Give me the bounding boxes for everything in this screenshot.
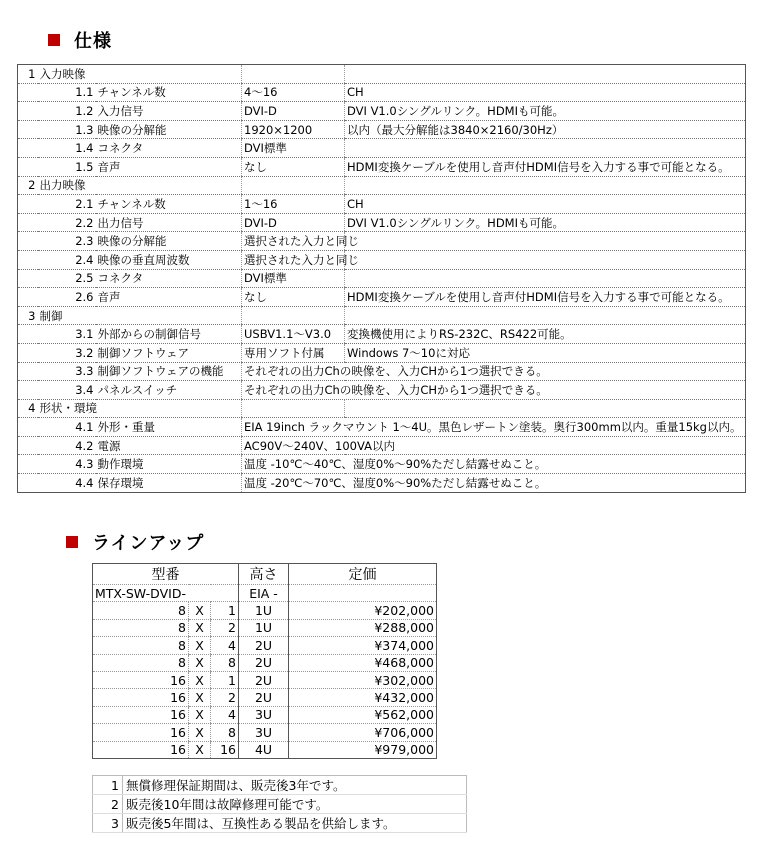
spec-item-row xyxy=(18,381,746,400)
item-note: 変換機使用によりRS-232C、RS422可能。 xyxy=(345,325,746,344)
spec-item-row xyxy=(18,474,746,493)
spec-item-row xyxy=(18,139,746,158)
item-name: 動作環境 xyxy=(96,455,242,474)
spec-heading-text: 仕様 xyxy=(74,31,112,52)
item-value: 選択された入力と同じ xyxy=(242,250,345,269)
item-note xyxy=(345,250,746,269)
item-value: 選択された入力と同じ xyxy=(242,232,345,251)
item-value: DVI標準 xyxy=(242,139,345,158)
rack-height: 1U xyxy=(239,619,289,636)
item-number: 4.3 xyxy=(38,455,96,474)
spec-section-row xyxy=(18,176,746,195)
spec-item-row xyxy=(18,455,746,474)
rack-height: 1U xyxy=(239,602,289,619)
spec-item-row xyxy=(18,83,746,102)
lineup-row xyxy=(93,654,437,671)
item-name: パネルスイッチ xyxy=(96,381,242,400)
height-prefix: EIA - xyxy=(239,585,289,602)
item-value: EIA 19inch ラックマウント 1～4U。黒色レザートン塗装。奥行300mm以内。重量15kg以内。 xyxy=(242,418,746,437)
note-text: 無償修理保証期間は、販売後3年です。 xyxy=(123,776,467,795)
indent-cell xyxy=(18,195,38,214)
item-number: 2.2 xyxy=(38,213,96,232)
red-square-icon xyxy=(66,536,78,548)
list-price: ¥302,000 xyxy=(289,671,437,688)
lineup-row xyxy=(93,619,437,636)
item-value: 温度 -20℃～70℃、湿度0%～90%ただし結露せぬこと。 xyxy=(242,474,746,493)
item-note: CH xyxy=(345,195,746,214)
spec-item-row xyxy=(18,288,746,307)
rack-height: 2U xyxy=(239,689,289,706)
input-count: 8 xyxy=(93,637,189,654)
item-name: コネクタ xyxy=(96,269,242,288)
item-name: 外形・重量 xyxy=(96,418,242,437)
list-price: ¥468,000 xyxy=(289,654,437,671)
item-name: チャンネル数 xyxy=(96,83,242,102)
spec-section-row xyxy=(18,399,746,418)
red-square-icon xyxy=(48,34,60,46)
section-title: 入力映像 xyxy=(38,65,242,84)
spec-table xyxy=(17,64,746,493)
indent-cell xyxy=(18,288,38,307)
output-count: 1 xyxy=(211,671,239,688)
indent-cell xyxy=(18,418,38,437)
section-blank xyxy=(242,65,345,84)
item-name: コネクタ xyxy=(96,139,242,158)
lineup-row xyxy=(93,706,437,723)
section-number: 2 xyxy=(18,176,38,195)
item-number: 1.1 xyxy=(38,83,96,102)
indent-cell xyxy=(18,325,38,344)
indent-cell xyxy=(18,102,38,121)
notes-table xyxy=(92,775,467,833)
indent-cell xyxy=(18,455,38,474)
item-value: DVI標準 xyxy=(242,269,345,288)
spec-item-row xyxy=(18,232,746,251)
times-mark: X xyxy=(189,741,211,758)
price-blank xyxy=(289,585,437,602)
item-name: 外部からの制御信号 xyxy=(96,325,242,344)
lineup-row xyxy=(93,637,437,654)
item-number: 2.4 xyxy=(38,250,96,269)
list-price: ¥288,000 xyxy=(289,619,437,636)
output-count: 2 xyxy=(211,689,239,706)
item-name: 入力信号 xyxy=(96,102,242,121)
lineup-prefix-row xyxy=(93,585,437,602)
section-number: 3 xyxy=(18,306,38,325)
spec-item-row xyxy=(18,195,746,214)
indent-cell xyxy=(18,436,38,455)
lineup-heading-text: ラインアップ xyxy=(92,533,205,554)
spec-item-row xyxy=(18,325,746,344)
item-number: 4.1 xyxy=(38,418,96,437)
lineup-row xyxy=(93,602,437,619)
indent-cell xyxy=(18,232,38,251)
item-note: HDMI変換ケーブルを使用し音声付HDMI信号を入力する事で可能となる。 xyxy=(345,157,746,176)
item-value: USBV1.1～V3.0 xyxy=(242,325,345,344)
list-price: ¥979,000 xyxy=(289,741,437,758)
note-row xyxy=(93,795,467,814)
item-name: 映像の垂直周波数 xyxy=(96,250,242,269)
item-name: 映像の分解能 xyxy=(96,232,242,251)
list-price: ¥374,000 xyxy=(289,637,437,654)
input-count: 16 xyxy=(93,724,189,741)
section-blank xyxy=(345,65,746,84)
lineup-table xyxy=(92,563,437,759)
item-number: 3.2 xyxy=(38,343,96,362)
item-name: 出力信号 xyxy=(96,213,242,232)
output-count: 1 xyxy=(211,602,239,619)
list-price: ¥562,000 xyxy=(289,706,437,723)
item-note: DVI V1.0シングルリンク。HDMIも可能。 xyxy=(345,102,746,121)
spec-item-row xyxy=(18,120,746,139)
section-blank xyxy=(242,399,345,418)
indent-cell xyxy=(18,381,38,400)
spec-section-row xyxy=(18,65,746,84)
item-number: 2.6 xyxy=(38,288,96,307)
note-row xyxy=(93,814,467,833)
indent-cell xyxy=(18,343,38,362)
section-blank xyxy=(345,176,746,195)
input-count: 8 xyxy=(93,602,189,619)
lineup-heading xyxy=(66,529,204,555)
section-blank xyxy=(345,306,746,325)
item-number: 1.4 xyxy=(38,139,96,158)
rack-height: 4U xyxy=(239,741,289,758)
output-count: 4 xyxy=(211,637,239,654)
item-value: それぞれの出力Chの映像を、入力CHから1つ選択できる。 xyxy=(242,362,746,381)
section-blank xyxy=(242,176,345,195)
list-price: ¥706,000 xyxy=(289,724,437,741)
item-name: 電源 xyxy=(96,436,242,455)
model-prefix: MTX-SW-DVID- xyxy=(93,585,239,602)
item-note xyxy=(345,232,746,251)
item-value: DVI-D xyxy=(242,213,345,232)
spec-item-row xyxy=(18,436,746,455)
spec-item-row xyxy=(18,269,746,288)
item-note: DVI V1.0シングルリンク。HDMIも可能。 xyxy=(345,213,746,232)
input-count: 16 xyxy=(93,706,189,723)
item-name: チャンネル数 xyxy=(96,195,242,214)
indent-cell xyxy=(18,139,38,158)
item-number: 1.3 xyxy=(38,120,96,139)
item-value: 1～16 xyxy=(242,195,345,214)
item-value: 専用ソフト付属 xyxy=(242,343,345,362)
times-mark: X xyxy=(189,671,211,688)
rack-height: 2U xyxy=(239,637,289,654)
list-price: ¥202,000 xyxy=(289,602,437,619)
item-note xyxy=(345,139,746,158)
input-count: 8 xyxy=(93,654,189,671)
rack-height: 3U xyxy=(239,706,289,723)
section-blank xyxy=(242,306,345,325)
times-mark: X xyxy=(189,619,211,636)
section-number: 1 xyxy=(18,65,38,84)
times-mark: X xyxy=(189,724,211,741)
col-price-header: 定価 xyxy=(289,564,437,585)
item-value: 1920×1200 xyxy=(242,120,345,139)
times-mark: X xyxy=(189,637,211,654)
item-name: 制御ソフトウェアの機能 xyxy=(96,362,242,381)
item-value: それぞれの出力Chの映像を、入力CHから1つ選択できる。 xyxy=(242,381,746,400)
times-mark: X xyxy=(189,689,211,706)
spec-item-row xyxy=(18,362,746,381)
item-note: Windows 7～10に対応 xyxy=(345,343,746,362)
indent-cell xyxy=(18,120,38,139)
indent-cell xyxy=(18,213,38,232)
lineup-row xyxy=(93,671,437,688)
indent-cell xyxy=(18,474,38,493)
spec-item-row xyxy=(18,343,746,362)
section-blank xyxy=(345,399,746,418)
item-value: 4～16 xyxy=(242,83,345,102)
input-count: 8 xyxy=(93,619,189,636)
lineup-row xyxy=(93,724,437,741)
spec-item-row xyxy=(18,157,746,176)
col-height-header: 高さ xyxy=(239,564,289,585)
item-value: DVI-D xyxy=(242,102,345,121)
times-mark: X xyxy=(189,706,211,723)
item-value: なし xyxy=(242,157,345,176)
note-number: 1 xyxy=(93,776,123,795)
spec-heading xyxy=(48,27,112,53)
spec-item-row xyxy=(18,213,746,232)
item-note: HDMI変換ケーブルを使用し音声付HDMI信号を入力する事で可能となる。 xyxy=(345,288,746,307)
lineup-header-row xyxy=(93,564,437,585)
input-count: 16 xyxy=(93,689,189,706)
item-number: 3.4 xyxy=(38,381,96,400)
indent-cell xyxy=(18,157,38,176)
spec-item-row xyxy=(18,250,746,269)
rack-height: 2U xyxy=(239,671,289,688)
section-title: 制御 xyxy=(38,306,242,325)
times-mark: X xyxy=(189,602,211,619)
item-note xyxy=(345,269,746,288)
section-number: 4 xyxy=(18,399,38,418)
item-number: 1.5 xyxy=(38,157,96,176)
note-number: 2 xyxy=(93,795,123,814)
item-name: 保存環境 xyxy=(96,474,242,493)
item-value: なし xyxy=(242,288,345,307)
spec-item-row xyxy=(18,102,746,121)
input-count: 16 xyxy=(93,671,189,688)
item-number: 4.4 xyxy=(38,474,96,493)
item-note: 以内（最大分解能は3840×2160/30Hz） xyxy=(345,120,746,139)
output-count: 2 xyxy=(211,619,239,636)
item-name: 音声 xyxy=(96,157,242,176)
item-name: 映像の分解能 xyxy=(96,120,242,139)
item-name: 制御ソフトウェア xyxy=(96,343,242,362)
lineup-row xyxy=(93,741,437,758)
item-name: 音声 xyxy=(96,288,242,307)
indent-cell xyxy=(18,362,38,381)
indent-cell xyxy=(18,250,38,269)
col-model-header: 型番 xyxy=(93,564,239,585)
section-title: 形状・環境 xyxy=(38,399,242,418)
list-price: ¥432,000 xyxy=(289,689,437,706)
note-text: 販売後5年間は、互換性ある製品を供給します。 xyxy=(123,814,467,833)
output-count: 4 xyxy=(211,706,239,723)
item-value: AC90V～240V、100VA以内 xyxy=(242,436,746,455)
item-number: 4.2 xyxy=(38,436,96,455)
output-count: 8 xyxy=(211,724,239,741)
item-value: 温度 -10℃～40℃、湿度0%～90%ただし結露せぬこと。 xyxy=(242,455,746,474)
output-count: 8 xyxy=(211,654,239,671)
lineup-row xyxy=(93,689,437,706)
note-row xyxy=(93,776,467,795)
input-count: 16 xyxy=(93,741,189,758)
section-title: 出力映像 xyxy=(38,176,242,195)
item-number: 3.3 xyxy=(38,362,96,381)
note-number: 3 xyxy=(93,814,123,833)
spec-section-row xyxy=(18,306,746,325)
item-number: 2.1 xyxy=(38,195,96,214)
note-text: 販売後10年間は故障修理可能です。 xyxy=(123,795,467,814)
item-number: 2.5 xyxy=(38,269,96,288)
times-mark: X xyxy=(189,654,211,671)
indent-cell xyxy=(18,83,38,102)
output-count: 16 xyxy=(211,741,239,758)
item-number: 2.3 xyxy=(38,232,96,251)
item-number: 3.1 xyxy=(38,325,96,344)
spec-item-row xyxy=(18,418,746,437)
item-number: 1.2 xyxy=(38,102,96,121)
rack-height: 3U xyxy=(239,724,289,741)
rack-height: 2U xyxy=(239,654,289,671)
item-note: CH xyxy=(345,83,746,102)
indent-cell xyxy=(18,269,38,288)
